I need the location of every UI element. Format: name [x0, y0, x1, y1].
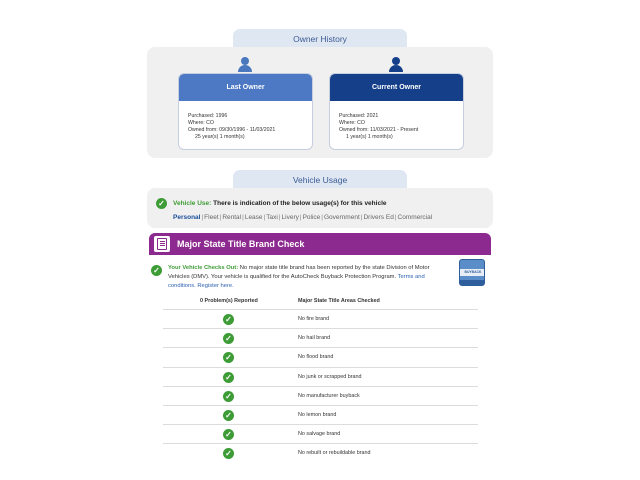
usage-separator: | [321, 214, 323, 221]
current-owner-title: Current Owner [330, 74, 463, 101]
usage-type-item: Government [323, 214, 360, 221]
check-icon: ✓ [223, 333, 234, 344]
usage-type-item: Livery [281, 214, 299, 221]
usage-type-item: Rental [222, 214, 242, 221]
areas-checked-header: Major State Title Areas Checked [298, 298, 380, 304]
vehicle-usage-panel [147, 188, 493, 228]
table-row [163, 405, 478, 424]
vehicle-use-label: Vehicle Use: [173, 200, 212, 207]
check-icon: ✓ [223, 352, 234, 363]
document-icon [154, 236, 170, 252]
table-row [163, 328, 478, 347]
current-owner-where: Where: CO [339, 120, 365, 126]
table-row [163, 386, 478, 405]
brand-check-label: No hail brand [298, 335, 331, 342]
brand-check-label: No manufacturer buyback [298, 392, 360, 399]
usage-type-list [173, 214, 432, 221]
usage-separator: | [263, 214, 266, 221]
current-owner-owned-from: Owned from: 11/03/2021 - Present [339, 127, 419, 133]
usage-type-item: Commercial [397, 214, 433, 221]
table-row [163, 347, 478, 366]
usage-type-item: Police [302, 214, 321, 221]
person-icon [238, 57, 252, 72]
title-brand-banner [149, 233, 491, 255]
vehicle-use-statement [173, 200, 387, 207]
check-icon: ✓ [223, 391, 234, 402]
register-link[interactable]: Register here. [197, 283, 234, 289]
brand-check-label: No rebuilt or rebuildable brand [298, 450, 371, 457]
check-icon: ✓ [151, 265, 162, 276]
vehicle-usage-tab: Vehicle Usage [233, 170, 407, 190]
buyback-protection-badge-icon [459, 259, 485, 286]
current-owner-card [329, 73, 464, 150]
last-owner-card [178, 73, 313, 150]
table-row [163, 443, 478, 462]
table-row [163, 309, 478, 328]
check-icon: ✓ [223, 410, 234, 421]
table-row [163, 367, 478, 386]
title-brand-heading: Major State Title Brand Check [177, 239, 305, 249]
badge-text: BUYBACK [464, 270, 482, 274]
brand-check-label: No junk or scrapped brand [298, 373, 362, 380]
table-row [163, 424, 478, 443]
person-icon [389, 57, 403, 72]
usage-type-item: Taxi [266, 214, 278, 221]
problems-reported-header: 0 Problem(s) Reported [200, 298, 258, 304]
title-brand-table [163, 296, 478, 463]
check-icon: ✓ [156, 198, 167, 209]
terms-link[interactable]: Terms and conditions. [168, 274, 425, 289]
owner-history-panel [147, 47, 493, 158]
usage-type-item: Fleet [204, 214, 219, 221]
vehicle-use-text: There is indication of the below usage(s) for this vehicle [213, 200, 387, 207]
usage-type-item: Personal [173, 214, 201, 221]
usage-separator: | [394, 214, 397, 221]
last-owner-purchased: Purchased: 1996 [188, 113, 228, 119]
usage-type-item: Drivers Ed [363, 214, 394, 221]
usage-separator: | [278, 214, 281, 221]
current-owner-purchased: Purchased: 2021 [339, 113, 379, 119]
check-icon: ✓ [223, 314, 234, 325]
checks-out-text: No major state title brand has been reported by the state Division of Motor Vehicles (DMV). Your vehicle is qualified for the AutoCheck Buyback Protection Program. [168, 265, 430, 280]
last-owner-duration: 25 year(s) 1 month(s) [195, 134, 245, 140]
brand-check-label: No salvage brand [298, 431, 341, 438]
usage-separator: | [242, 214, 244, 221]
usage-separator: | [299, 214, 302, 221]
table-header [163, 296, 478, 309]
brand-check-label: No flood brand [298, 354, 334, 361]
current-owner-duration: 1 year(s) 1 month(s) [346, 134, 393, 140]
usage-type-item: Lease [244, 214, 263, 221]
brand-check-label: No lemon brand [298, 411, 337, 418]
last-owner-title: Last Owner [179, 74, 312, 101]
usage-separator: | [219, 214, 222, 221]
owner-history-tab: Owner History [233, 29, 407, 49]
check-icon: ✓ [223, 372, 234, 383]
brand-check-label: No fire brand [298, 316, 330, 322]
checks-out-message [168, 264, 450, 291]
check-icon: ✓ [223, 429, 234, 440]
last-owner-owned-from: Owned from: 09/30/1996 - 11/03/2021 [188, 127, 276, 133]
check-icon: ✓ [223, 448, 234, 459]
usage-separator: | [360, 214, 363, 221]
usage-separator: | [201, 214, 204, 221]
checks-out-label: Your Vehicle Checks Out: [168, 265, 239, 271]
last-owner-where: Where: CO [188, 120, 214, 126]
